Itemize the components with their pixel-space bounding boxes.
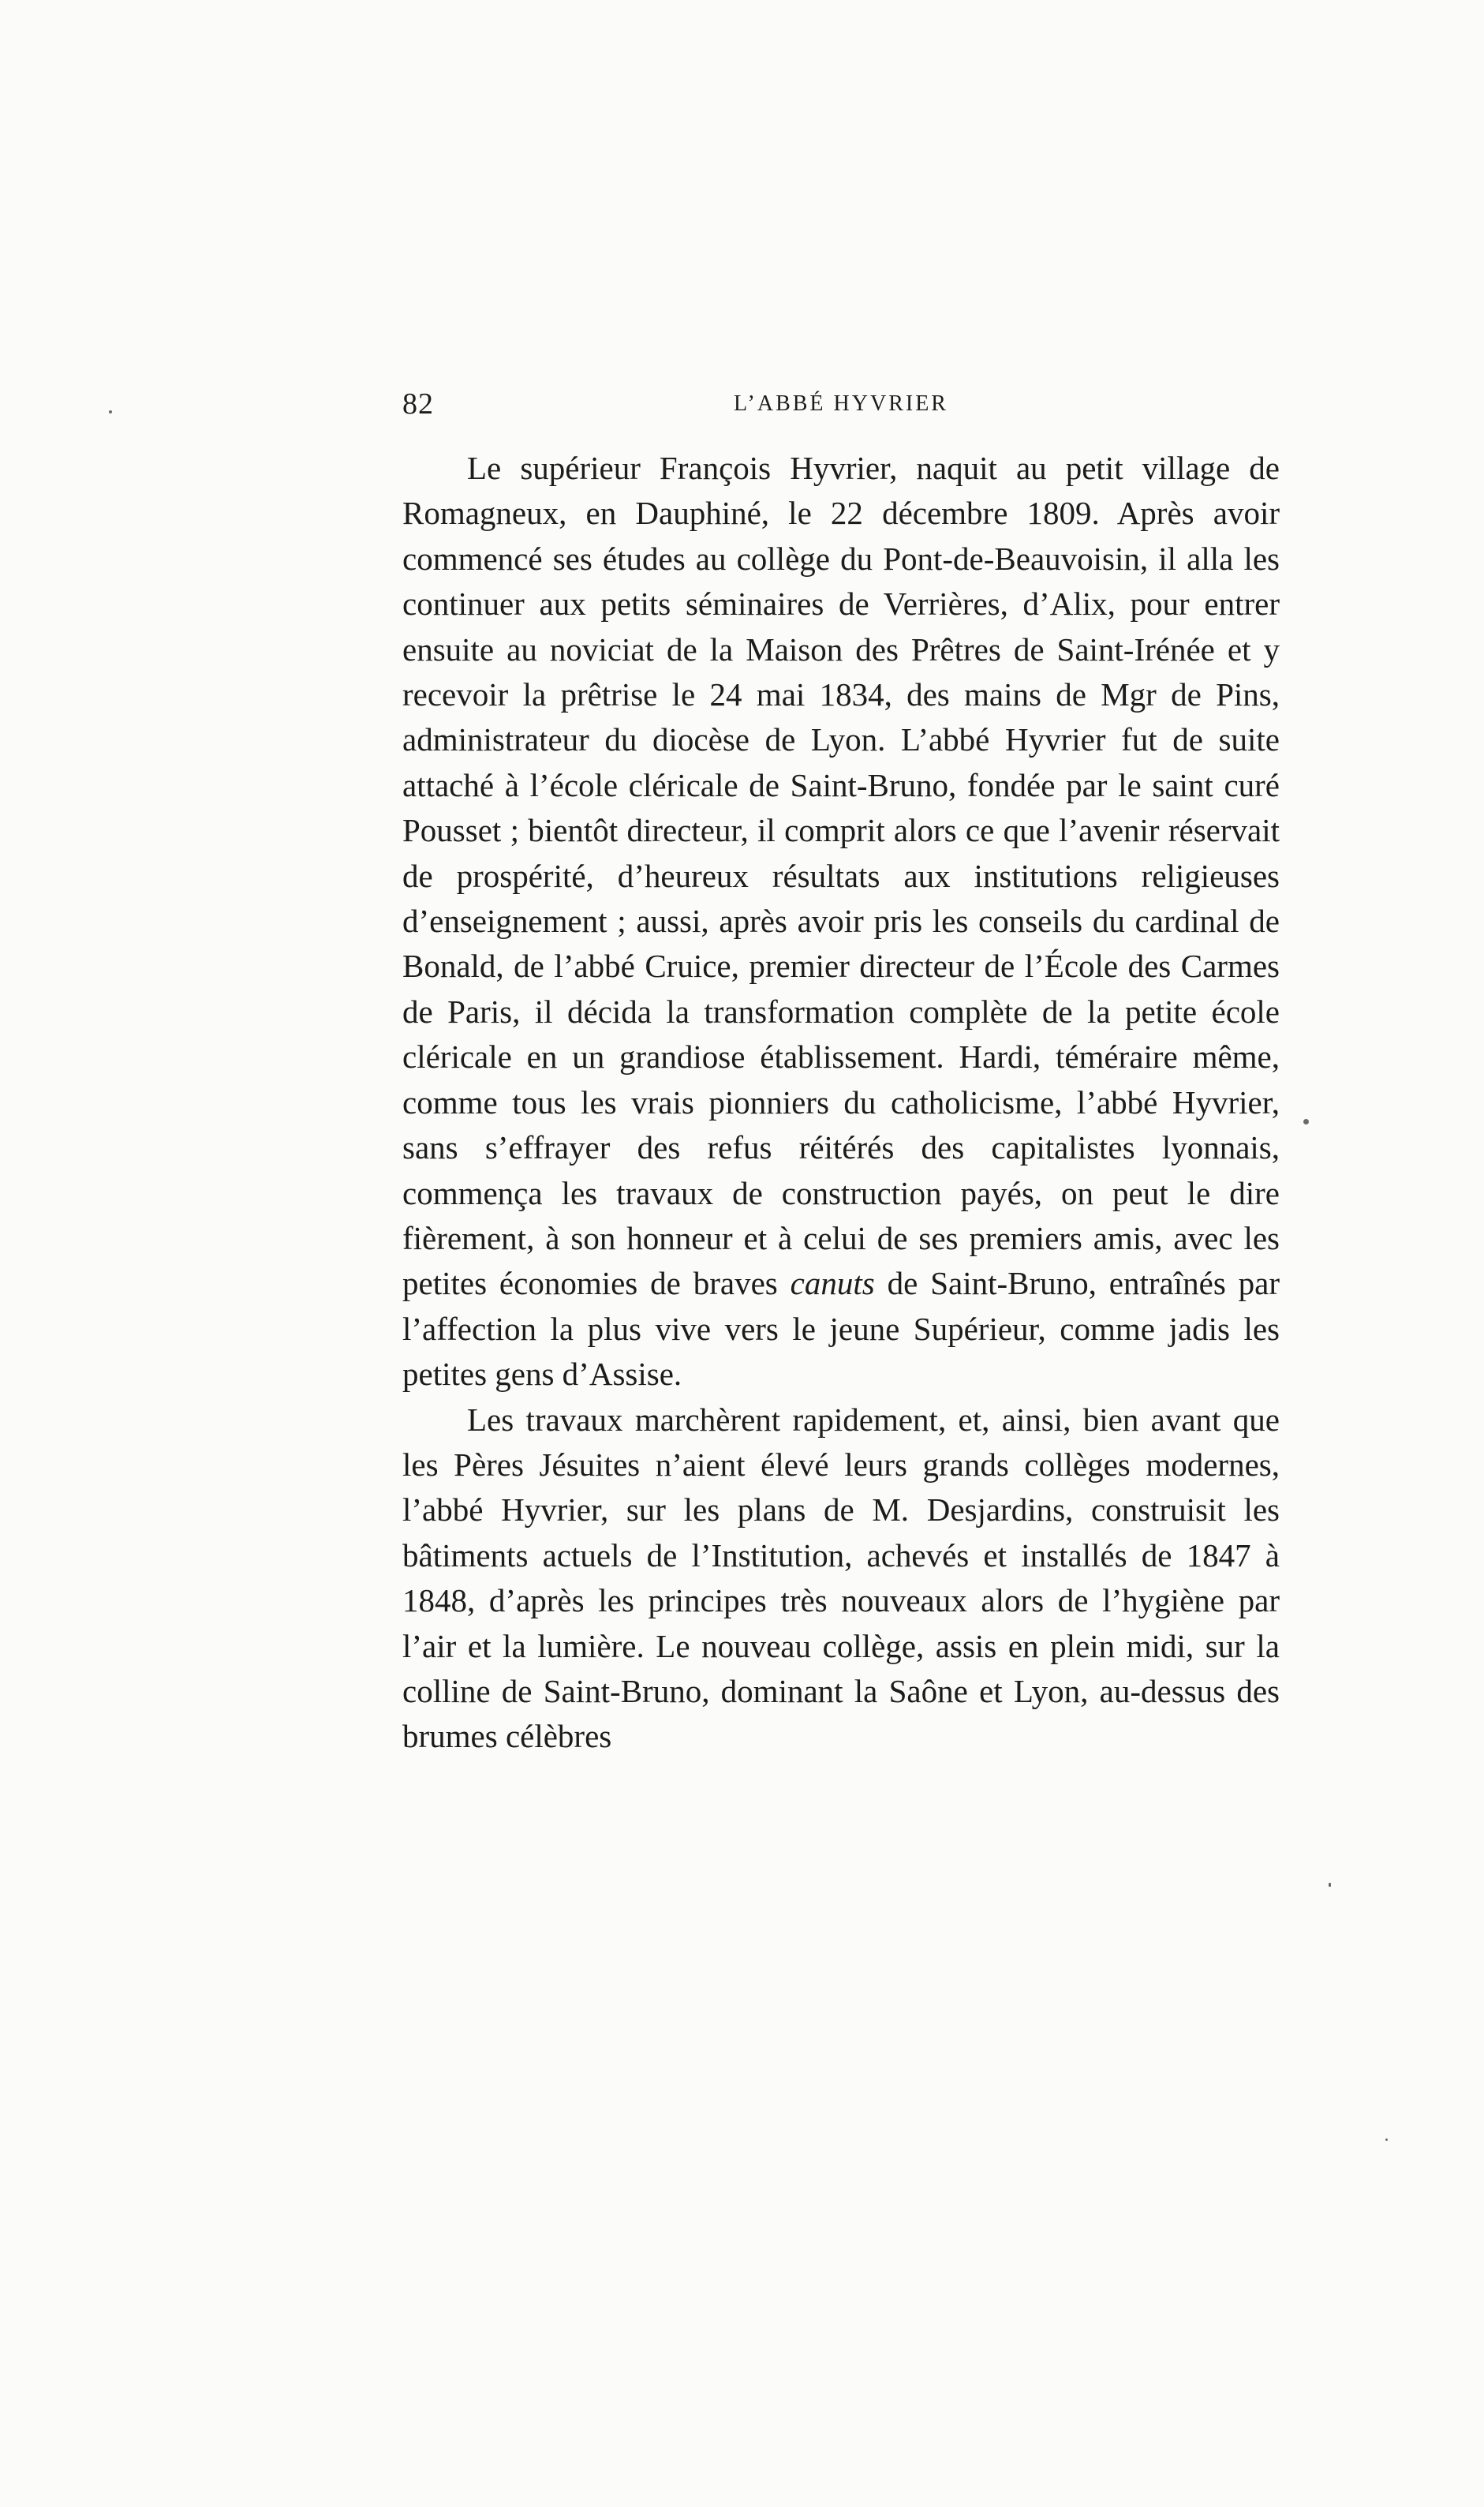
paragraph [402,446,1280,1398]
paragraph-text: Le supérieur François Hyvrier, naquit au petit village de Romagneux, en Dauphiné, le 22 décembre 1809. Après avoir commencé ses études au collège du Pont-de-Beauvoisin, il alla les continuer aux petits séminaires de Verrières, d’Alix, pour entrer ensuite au noviciat de la Maison des Prêtres de Saint-Irénée et y recevoir la prêtrise le 24 mai 1834, des mains de Mgr de Pins, administrateur du diocèse de Lyon. L’abbé Hyvrier fut de suite attaché à l’école cléricale de Saint-Bruno, fondée par le saint curé Pousset ; bientôt directeur, il comprit alors ce que l’avenir réservait de prospérité, d’heureux résultats aux institutions religieuses d’enseignement ; aussi, après avoir pris les conseils du cardinal de Bonald, de l’abbé Cruice, premier directeur de l’École des Carmes de Paris, il décida la transformation complète de la petite école cléricale en un grandiose établissement. Hardi, téméraire même, comme tous les vrais pionniers du catholicisme, l’abbé Hyvrier, sans s’effrayer des refus réitérés des capitalistes lyonnais, commença les travaux de construction payés, on peut le dire fièrement, à son honneur et à celui de ses premiers amis, avec les petites économies de braves [402,450,1280,1302]
paper-speck [109,410,112,413]
paper-speck [1385,2138,1388,2141]
page-header [402,380,1280,428]
italic-word: canuts [790,1265,875,1302]
page-number: 82 [402,387,434,421]
paper-speck [1303,1119,1309,1124]
paper-speck [1329,1883,1331,1887]
paragraph: Les travaux marchèrent rapidement, et, ainsi, bien avant que les Pères Jésuites n’aient élevé leurs grands collèges modernes, l’abbé Hyvrier, sur les plans de M. Desjardins, construisit les bâtiments actuels de l’Institution, achevés et installés de 1847 à 1848, d’après les principes très nouveaux alors de l’hygiène par l’air et la lumière. Le nouveau collège, assis en plein midi, sur la colline de Saint-Bruno, dominant la Saône et Lyon, au-dessus des brumes célèbres [402,1401,1280,1755]
paragraph-text: de Saint-Bruno, entraînés par l’affection la plus vive vers le jeune Supérieur, comme jadis les petites gens d’Assise. [402,1265,1280,1393]
body-text [402,446,1280,1760]
running-head: L’ABBÉ HYVRIER [734,391,948,416]
